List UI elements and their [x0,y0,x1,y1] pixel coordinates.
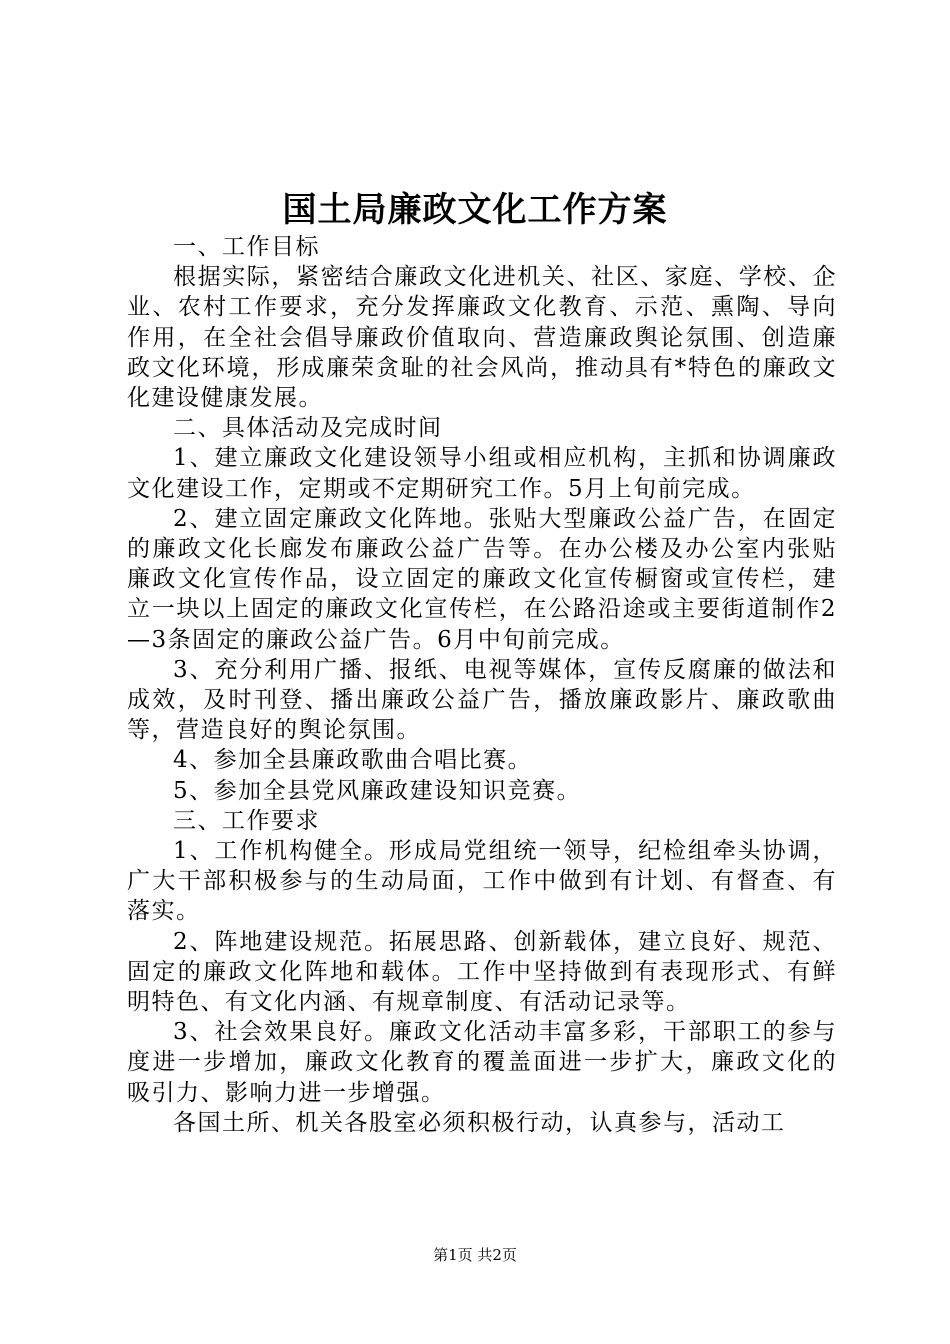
section-heading: 三、工作要求 [173,807,320,834]
body-paragraph: 4、参加全县廉政歌曲合唱比赛。 [173,747,533,774]
body-paragraph: 2、建立固定廉政文化阵地。张贴大型廉政公益广告，在固定的廉政文化长廊发布廉政公益广告等。在办公楼及办公室内张贴廉政文化宣传作品，设立固定的廉政文化宣传橱窗或宣传栏，建立一块以上固定的廉政文化宣传栏，在公路沿途或主要街道制作2—3条固定的廉政公益广告。6月中旬前完成。 [127,505,837,653]
document-body [127,232,837,1138]
section-heading: 一、工作目标 [173,234,320,260]
section-heading: 二、具体活动及完成时间 [173,415,443,442]
document-title: 国土局廉政文化工作方案 [282,190,668,230]
body-paragraph: 2、阵地建设规范。拓展思路、创新载体，建立良好、规范、固定的廉政文化阵地和载体。工作中坚持做到有表现形式、有鲜明特色、有文化内涵、有规章制度、有活动记录等。 [127,928,837,1016]
body-paragraph: 3、社会效果良好。廉政文化活动丰富多彩，干部职工的参与度进一步增加，廉政文化教育的覆盖面进一步扩大，廉政文化的吸引力、影响力进一步增强。 [127,1019,837,1106]
body-paragraph: 1、建立廉政文化建设领导小组或相应机构，主抓和协调廉政文化建设工作，定期或不定期研究工作。5月上旬前完成。 [127,445,837,502]
body-paragraph: 各国土所、机关各股室必须积极行动，认真参与，活动工 [173,1109,786,1136]
body-paragraph: 3、充分利用广播、报纸、电视等媒体，宣传反腐廉的做法和成效，及时刊登、播出廉政公益广告，播放廉政影片、廉政歌曲等，营造良好的舆论氛围。 [127,656,837,744]
body-paragraph: 根据实际，紧密结合廉政文化进机关、社区、家庭、学校、企业、农村工作要求，充分发挥廉政文化教育、示范、熏陶、导向作用，在全社会倡导廉政价值取向、营造廉政舆论氛围、创造廉政文化环境，形成廉荣贪耻的社会风尚，推动具有*特色的廉政文化建设健康发展。 [127,264,837,412]
page-footer: 第1页 共2页 [433,1246,517,1264]
body-paragraph: 5、参加全县党风廉政建设知识竞赛。 [173,777,582,804]
body-paragraph: 1、工作机构健全。形成局党组统一领导，纪检组牵头协调，广大干部积极参与的生动局面，工作中做到有计划、有督查、有落实。 [127,838,837,925]
